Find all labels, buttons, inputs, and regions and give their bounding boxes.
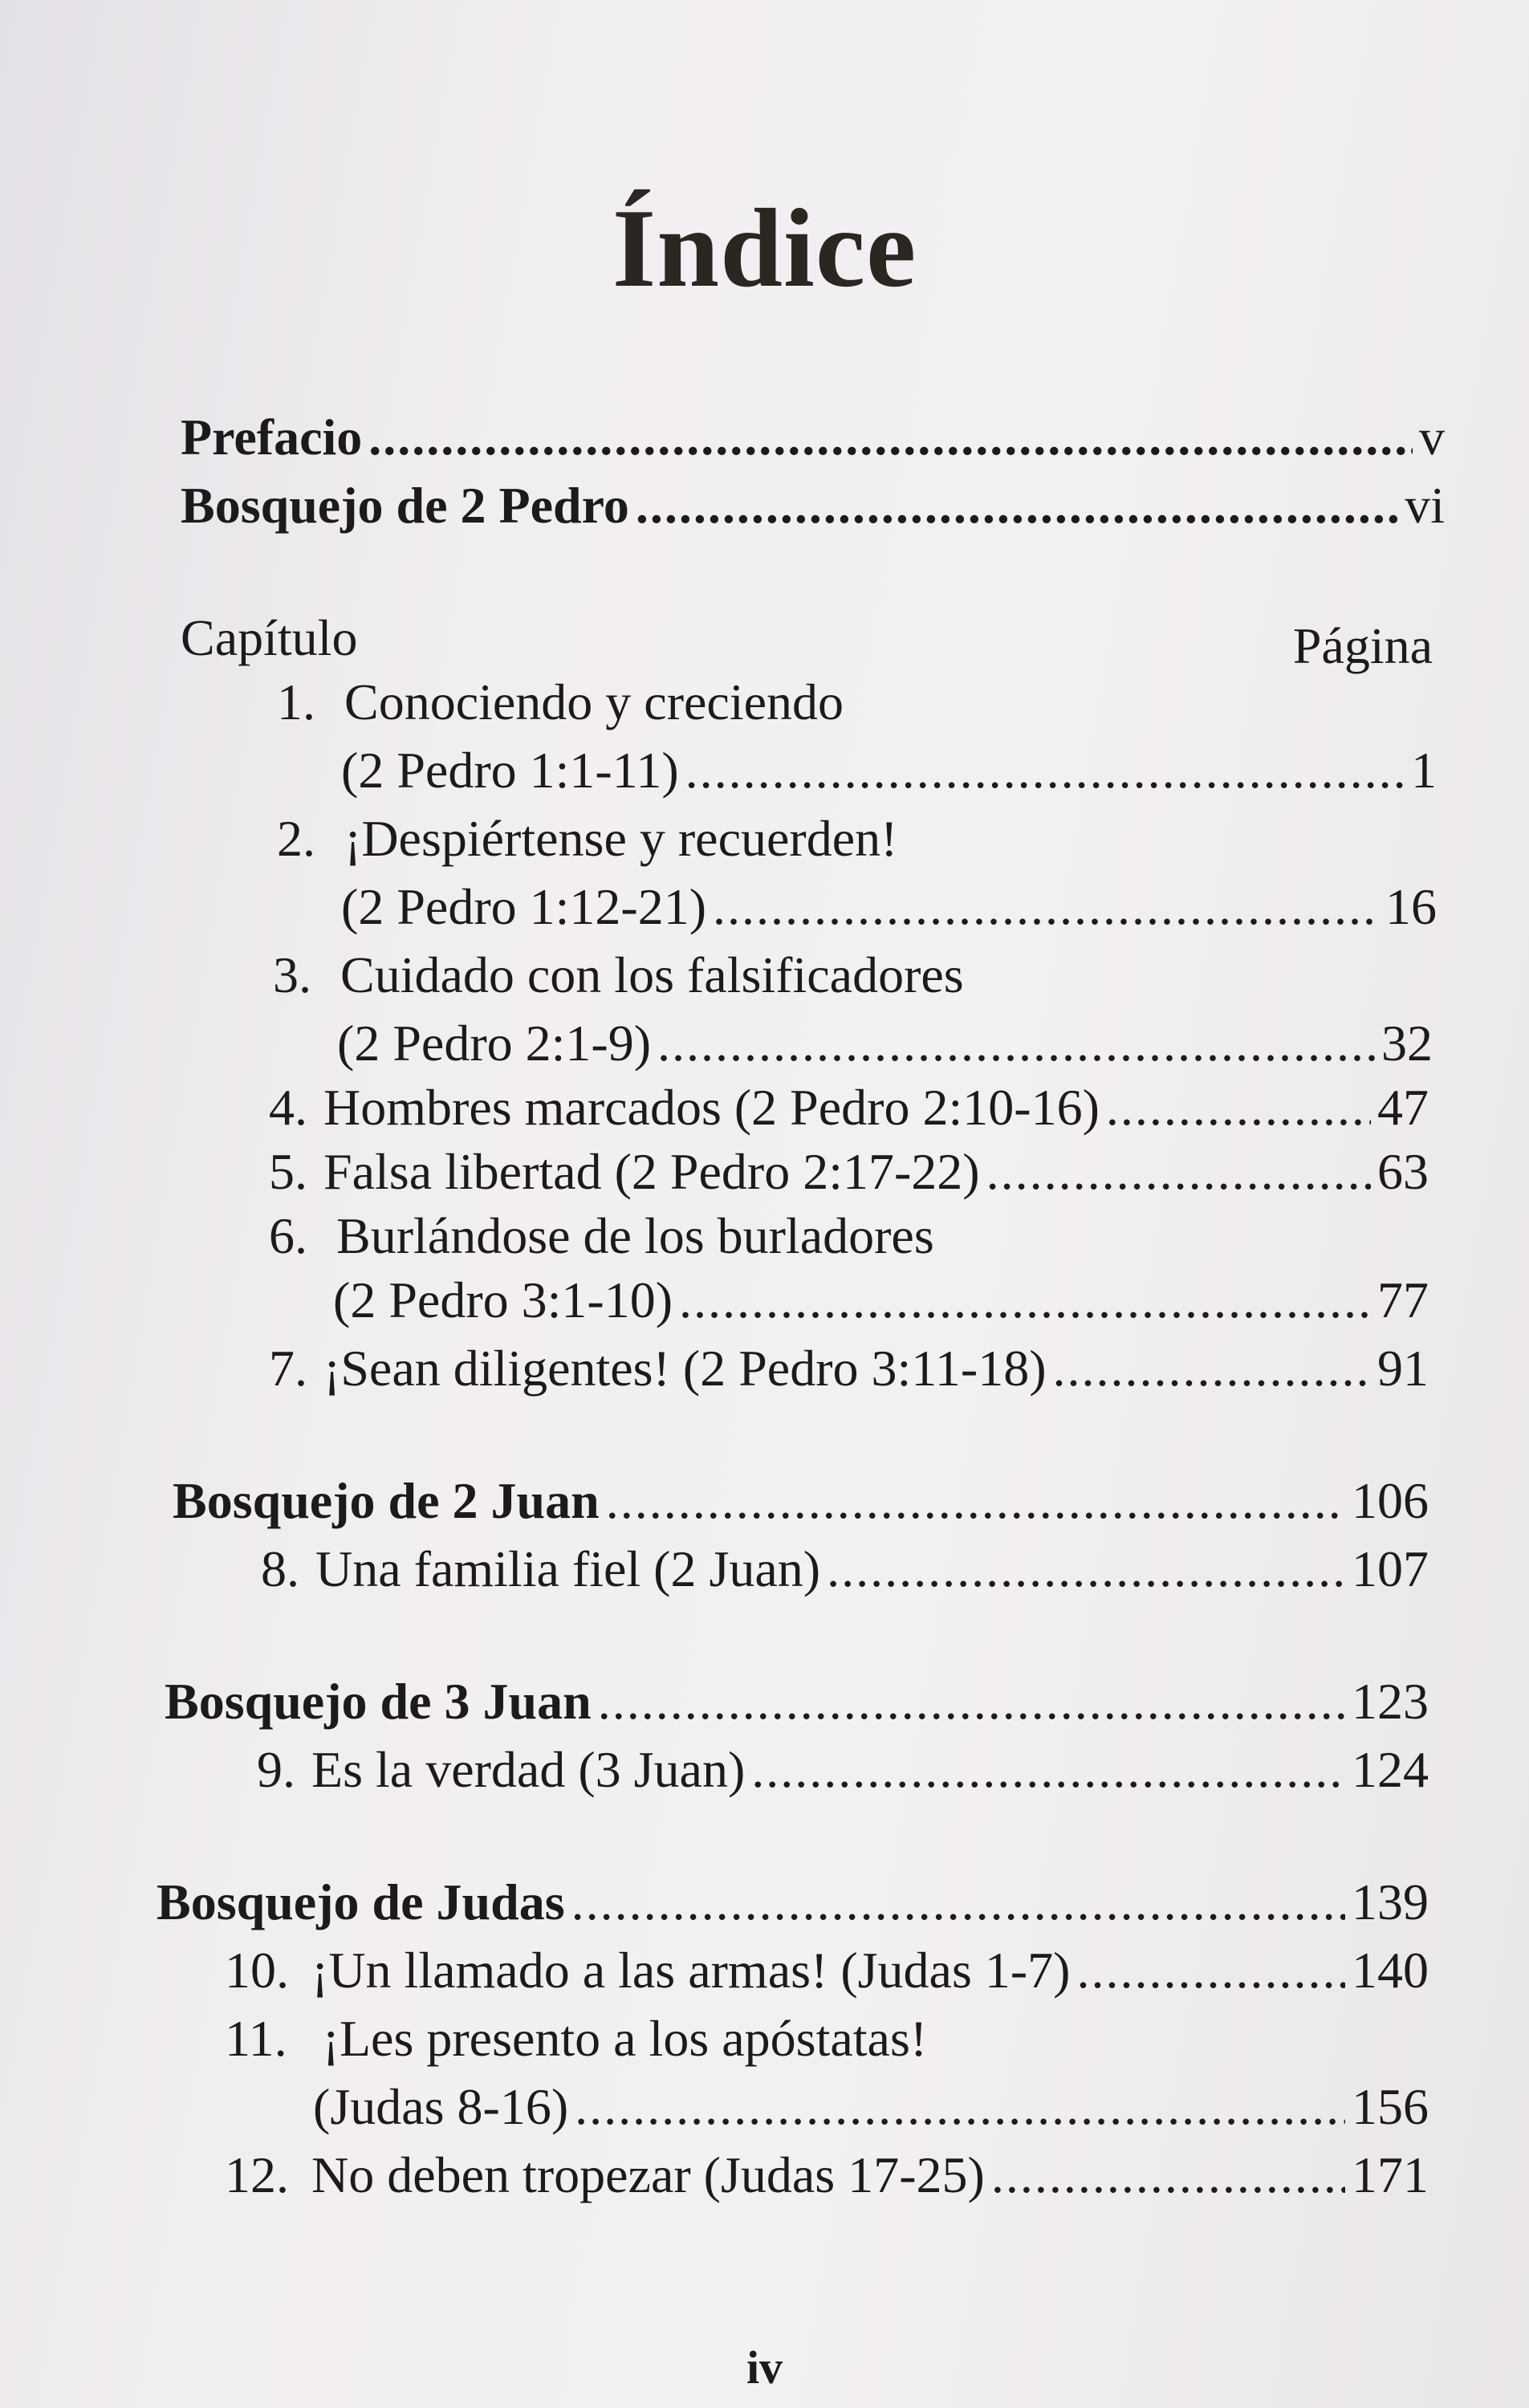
entry-label: Prefacio	[181, 409, 363, 466]
entry-page: v	[1419, 409, 1445, 466]
dot-leader	[575, 2075, 1345, 2139]
toc-entry-bosquejo-2-pedro[interactable]	[181, 474, 1445, 538]
entry-page: 123	[1352, 1673, 1429, 1730]
chapter-title: Hombres marcados (2 Pedro 2:10-16)	[323, 1079, 1100, 1136]
chapter-number: 9.	[257, 1741, 295, 1798]
dot-leader	[1076, 1938, 1345, 2003]
entry-page: 47	[1377, 1079, 1429, 1136]
chapter-ref: (2 Pedro 1:1-11)	[341, 742, 679, 799]
chapter-title: Burlándose de los burladores	[336, 1207, 934, 1264]
chapter-10-entry[interactable]	[225, 1938, 1429, 2003]
entry-page: 139	[1352, 1873, 1429, 1930]
chapter-9-entry[interactable]	[257, 1738, 1429, 1802]
dot-leader	[368, 405, 1413, 470]
dot-leader	[713, 875, 1379, 939]
chapter-6-title[interactable]	[269, 1204, 934, 1268]
chapter-number: 5.	[269, 1143, 307, 1200]
chapter-title: ¡Un llamado a las armas! (Judas 1-7)	[311, 1942, 1071, 1999]
chapter-7-entry[interactable]	[269, 1336, 1429, 1401]
chapter-ref: (2 Pedro 3:1-10)	[333, 1271, 673, 1328]
section-heading: Bosquejo de 2 Juan	[173, 1472, 600, 1529]
chapter-title: Falsa libertad (2 Pedro 2:17-22)	[323, 1143, 980, 1200]
section-heading: Bosquejo de 3 Juan	[165, 1673, 592, 1730]
chapter-ref: (Judas 8-16)	[313, 2078, 569, 2135]
chapter-11-title[interactable]	[225, 2007, 927, 2071]
chapter-number: 12.	[225, 2146, 289, 2203]
dot-leader	[571, 1870, 1345, 1934]
section-heading: Bosquejo de Judas	[157, 1873, 565, 1930]
entry-page: 106	[1352, 1472, 1429, 1529]
entry-page: 91	[1377, 1340, 1429, 1397]
chapter-number: 4.	[269, 1079, 307, 1136]
chapter-2-ref[interactable]	[341, 875, 1437, 939]
dot-leader	[827, 1537, 1345, 1601]
dot-leader	[636, 474, 1398, 538]
chapter-number: 7.	[269, 1340, 307, 1397]
chapter-11-ref[interactable]	[313, 2075, 1429, 2139]
chapter-number: 11.	[225, 2010, 287, 2067]
chapter-1-title[interactable]	[277, 670, 844, 734]
chapter-number: 1.	[277, 673, 315, 730]
chapter-title: No deben tropezar (Judas 17-25)	[311, 2146, 985, 2203]
entry-page: 63	[1377, 1143, 1429, 1200]
entry-page: 77	[1377, 1271, 1429, 1328]
dot-leader	[606, 1469, 1345, 1533]
chapter-ref: (2 Pedro 1:12-21)	[341, 878, 707, 935]
chapter-4-entry[interactable]	[269, 1076, 1429, 1140]
column-header-chapter: Capítulo	[181, 609, 358, 666]
entry-label: Bosquejo de 2 Pedro	[181, 477, 629, 534]
chapter-title: ¡Despiértense y recuerden!	[344, 810, 898, 867]
chapter-number: 10.	[225, 1942, 289, 1999]
chapter-number: 3.	[273, 946, 311, 1003]
chapter-ref: (2 Pedro 2:1-9)	[337, 1015, 652, 1072]
entry-page: 16	[1385, 878, 1437, 935]
entry-page: 171	[1352, 2146, 1429, 2203]
chapter-title: Es la verdad (3 Juan)	[311, 1741, 746, 1798]
toc-entry-prefacio[interactable]	[181, 405, 1445, 470]
dot-leader	[1106, 1076, 1371, 1140]
chapter-title: Cuidado con los falsificadores	[340, 946, 964, 1003]
chapter-2-title[interactable]	[277, 807, 897, 871]
entry-page: 107	[1352, 1540, 1429, 1597]
entry-page: 1	[1411, 742, 1437, 799]
dot-leader	[679, 1268, 1371, 1332]
entry-page: 156	[1352, 2078, 1429, 2135]
dot-leader	[685, 738, 1405, 803]
dot-leader	[991, 2143, 1345, 2207]
chapter-5-entry[interactable]	[269, 1140, 1429, 1204]
chapter-12-entry[interactable]	[225, 2143, 1429, 2207]
dot-leader	[986, 1140, 1371, 1204]
chapter-title: Conociendo y creciendo	[344, 673, 844, 730]
chapter-title: ¡Sean diligentes! (2 Pedro 3:11-18)	[323, 1340, 1047, 1397]
chapter-3-title[interactable]	[273, 943, 964, 1007]
chapter-3-ref[interactable]	[337, 1011, 1433, 1076]
column-header-page: Página	[1292, 617, 1433, 674]
dot-leader	[751, 1738, 1345, 1802]
entry-page: 124	[1352, 1741, 1429, 1798]
chapter-title: Una familia fiel (2 Juan)	[315, 1540, 821, 1597]
chapter-number: 8.	[261, 1540, 299, 1597]
toc-entry-bosquejo-2-juan[interactable]	[173, 1469, 1429, 1533]
entry-page: 32	[1381, 1015, 1433, 1072]
chapter-6-ref[interactable]	[333, 1268, 1429, 1332]
chapter-number: 2.	[277, 810, 315, 867]
chapter-title: ¡Les presento a los apóstatas!	[322, 2010, 928, 2067]
dot-leader	[657, 1011, 1375, 1076]
page-title: Índice	[612, 186, 917, 311]
chapter-1-ref[interactable]	[341, 738, 1437, 803]
dot-leader	[1053, 1336, 1371, 1401]
dot-leader	[598, 1670, 1345, 1734]
toc-entry-bosquejo-3-juan[interactable]	[165, 1670, 1429, 1734]
page-number: iv	[746, 2341, 783, 2394]
entry-page: 140	[1352, 1942, 1429, 1999]
chapter-number: 6.	[269, 1207, 307, 1264]
entry-page: vi	[1405, 477, 1445, 534]
toc-entry-bosquejo-judas[interactable]	[157, 1870, 1429, 1934]
chapter-8-entry[interactable]	[261, 1537, 1429, 1601]
